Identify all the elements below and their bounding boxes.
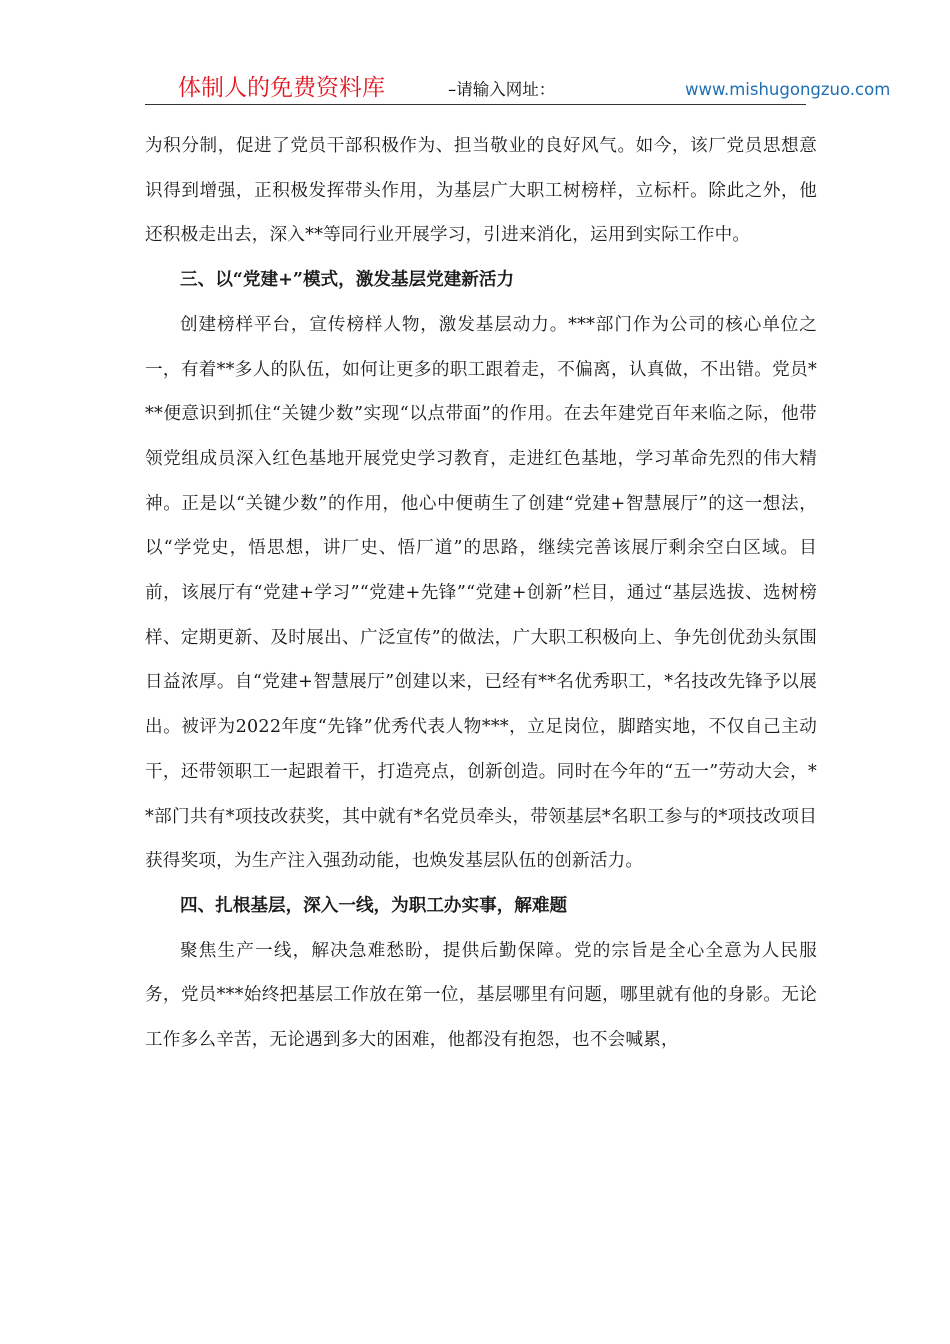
paragraph-section-4: 聚焦生产一线，解决急难愁盼，提供后勤保障。党的宗旨是全心全意为人民服务，党员***始终把基层工作放在第一位，基层哪里有问题，哪里就有他的身影。无论工作多么辛苦，无论遇到多大的困难，他都没有抱怨，也不会喊累，: [145, 940, 817, 1051]
document-body: [145, 124, 817, 1063]
brand-title: 体制人的免费资料库: [178, 75, 385, 101]
section-heading-3: 三、以“党建+”模式，激发基层党建新活力: [180, 269, 515, 291]
site-url-link[interactable]: www.mishugongzuo.com: [685, 80, 891, 99]
page-header: [145, 70, 891, 105]
section-heading-4: 四、扎根基层，深入一线，为职工办实事，解难题: [180, 894, 568, 916]
url-prompt: –请输入网址：: [448, 80, 556, 99]
paragraph-section-3: 创建榜样平台，宣传榜样人物，激发基层动力。***部门作为公司的核心单位之一，有着**多人的队伍，如何让更多的职工跟着走，不偏离，认真做，不出错。党员***便意识到抓住“关键少数”实现“以点带面”的作用。在去年建党百年来临之际，他带领党组成员深入红色基地开展党史学习教育，走进红色基地，学习革命先烈的伟大精神。正是以“关键少数”的作用，他心中便萌生了创建“党建+智慧展厅”的这一想法，以“学党史，悟思想，讲厂史、悟厂道”的思路，继续完善该展厅剩余空白区域。目前，该展厅有“党建+学习”“党建+先锋”“党建+创新”栏目，通过“基层选拔、选树榜样、定期更新、及时展出、广泛宣传”的做法，广大职工积极向上、争先创优劲头氛围日益浓厚。自“党建+智慧展厅”创建以来，已经有**名优秀职工，*名技改先锋予以展出。被评为2022年度“先锋”优秀代表人物***，立足岗位，脚踏实地，不仅自己主动干，还带领职工一起跟着干，打造亮点，创新创造。同时在今年的“五一”劳动大会，**部门共有*项技改获奖，其中就有*名党员牵头，带领基层*名职工参与的*项技改项目获得奖项，为生产注入强劲动能，也焕发基层队伍的创新活力。: [145, 314, 817, 872]
paragraph-continuation: 为积分制，促进了党员干部积极作为、担当敬业的良好风气。如今，该厂党员思想意识得到增强，正积极发挥带头作用，为基层广大职工树榜样，立标杆。除此之外，他还积极走出去，深入**等同行业开展学习，引进来消化，运用到实际工作中。: [145, 136, 817, 246]
